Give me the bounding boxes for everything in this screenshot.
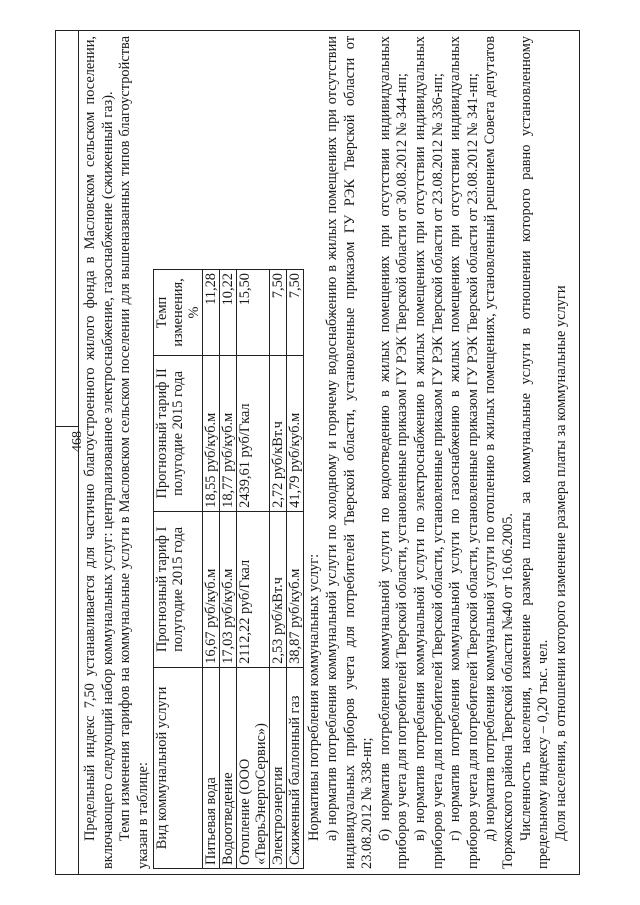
norm-item-v: в) норматив потребления коммунальной услуги по электроснабжению в жилых помещениях при отсутствии индивидуальных приборов учета для потребителей Тверской области, установленные приказом ГУ РЭК Тверской области от 23.08.2012 № 336-нп; bbox=[411, 36, 446, 869]
norms-heading: Нормативы потребления коммунальных услуг: bbox=[306, 553, 323, 841]
table-header-row bbox=[154, 270, 203, 869]
cell-service: Питьевая вода bbox=[203, 667, 220, 868]
cell-tariff-h2: 18,55 руб/куб.м bbox=[203, 355, 220, 511]
cell-tariff-h1: 38,87 руб/куб.м bbox=[287, 511, 304, 667]
document-body bbox=[82, 36, 570, 869]
rotated-content bbox=[55, 30, 580, 875]
table-row bbox=[237, 270, 270, 869]
tariff-table bbox=[153, 269, 304, 869]
table-row bbox=[220, 270, 237, 869]
intro-paragraph-1: Предельный индекс 7,50 устанавливается для частично благоустроенного жилого фонда в Масловском сельском поселении, включающего следующий набор коммунальных услуг: централизованное электроснабжение, газоснабжение (сжиженный газ). bbox=[82, 36, 116, 869]
table-row bbox=[203, 270, 220, 869]
blank-header-row bbox=[55, 30, 79, 875]
cell-rate: 10,22 bbox=[220, 270, 237, 356]
norm-item-g: г) норматив потребления коммунальной услуги по газоснабжению в жилых помещениях при отсутствии индивидуальных приборов учета для потребителей Тверской области, установленные приказом ГУ РЭК Тверской области от 23.08.2012 № 341-нп; bbox=[447, 36, 481, 869]
cell-tariff-h2: 41,79 руб/куб.м bbox=[287, 355, 304, 511]
header-rate: Темп изменения, % bbox=[154, 270, 203, 356]
cell-rate: 15,50 bbox=[237, 270, 270, 356]
cell-service: Электроэнергия bbox=[270, 667, 287, 868]
cell-rate: 7,50 bbox=[287, 270, 304, 356]
column-divider bbox=[55, 426, 79, 427]
cell-rate: 7,50 bbox=[270, 270, 287, 356]
page-number: 468 bbox=[70, 431, 85, 452]
norm-item-b: б) норматив потребления коммунальной услуги по водоотведению в жилых помещениях при отсутствии индивидуальных приборов учета для потребителей Тверской области, установленные приказом ГУ РЭК Тверской области от 30.08.2012 № 344-нп; bbox=[376, 36, 411, 869]
cell-tariff-h1: 17,03 руб/куб.м bbox=[220, 511, 237, 667]
closing-paragraph-2: Доля населения, в отношении которого изменение размера платы за коммунальные услуги bbox=[552, 285, 569, 841]
closing-paragraph-1: Численность населения, изменение размера платы за коммунальные услуги в отношении которого равно установленному предельному индексу – 0,20 тыс. чел. bbox=[517, 36, 552, 869]
cell-tariff-h2: 2439,61 руб/Гкал bbox=[237, 355, 270, 511]
cell-service: Водоотведение bbox=[220, 667, 237, 868]
cell-tariff-h1: 2112,22 руб/Гкал bbox=[237, 511, 270, 667]
cell-service: Отопление (ООО «ТверьЭнергоСервис») bbox=[237, 667, 270, 868]
header-service: Вид коммунальной услуги bbox=[154, 667, 203, 868]
norm-item-d: д) норматив потребления коммунальной услуги по отоплению в жилых помещениях, установленный решением Совета депутатов Торжокского района Тверской области №40 от 16.06.2005. bbox=[482, 36, 516, 869]
header-tariff-h1: Прогнозный тариф I полугодие 2015 года bbox=[154, 511, 203, 667]
cell-service: Сжиженный баллонный газ bbox=[287, 667, 304, 868]
table-row bbox=[287, 270, 304, 869]
cell-tariff-h2: 2,72 руб/кВт.ч bbox=[270, 355, 287, 511]
intro-paragraph-2: Темп изменения тарифов на коммунальные услуги в Масловском сельском поселении для вышеназванных типов благоустройства указан в таблице: bbox=[117, 36, 151, 869]
cell-tariff-h2: 18,77 руб/куб.м bbox=[220, 355, 237, 511]
cell-tariff-h1: 2,53 руб/кВт.ч bbox=[270, 511, 287, 667]
norm-item-a: а) норматив потребления коммунальной услуги по холодному и горячему водоснабжению в жилых помещениях при отсутствии индивидуальных приборов учета для потребителей Тверской области, установленные приказом ГУ РЭК Тверской области от 23.08.2012 № 338-нп; bbox=[323, 36, 376, 869]
cell-rate: 11,28 bbox=[203, 270, 220, 356]
header-tariff-h2: Прогнозный тариф II полугодие 2015 года bbox=[154, 355, 203, 511]
table-row bbox=[270, 270, 287, 869]
cell-tariff-h1: 16,67 руб/куб.м bbox=[203, 511, 220, 667]
